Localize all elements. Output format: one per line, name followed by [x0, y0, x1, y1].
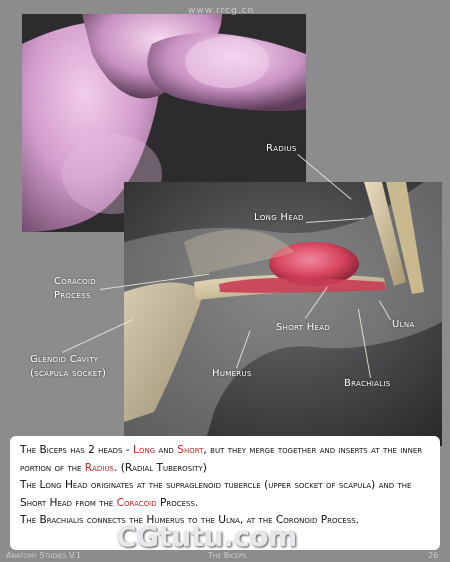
- watermark-top: www.rrcg.cn: [188, 6, 255, 16]
- highlight-coracoid: Coracoid: [116, 496, 157, 509]
- caption-paragraph-3: The Brachialis connects the Humerus to the Ulna, at the Coronoid Process.: [20, 514, 360, 527]
- label-radius: Radius: [266, 143, 297, 154]
- glenoid-leader-line: [62, 319, 133, 353]
- highlight-long: Long: [133, 444, 156, 456]
- caption-text: The Long Head originates at the supraglenoid tubercle (upper socket of scapula) and the Short Head from the: [20, 479, 412, 509]
- footer-book-title: Anatomy Studies V.1: [6, 551, 82, 560]
- label-coracoid-line2: Process: [54, 290, 91, 301]
- label-ulna: Ulna: [392, 319, 415, 330]
- label-long-head: Long Head: [254, 212, 304, 223]
- caption-paragraph-2: [20, 477, 432, 512]
- footer-chapter-title: The Biceps: [208, 551, 247, 560]
- caption-text: The Biceps has 2 heads -: [20, 444, 134, 456]
- caption-text: . (Radial Tuberosity): [113, 461, 207, 474]
- footer-page-number: 26: [428, 551, 439, 560]
- highlight-short: Short: [177, 444, 204, 456]
- highlight-radius: Radius: [84, 461, 114, 474]
- caption-paragraph-1: [20, 442, 432, 477]
- watermark-cgtutu: CGtutu.com: [116, 520, 297, 553]
- caption-text: , but they merge together and inserts at the inner portion of the: [20, 444, 423, 474]
- label-glenoid-line2: (scapula socket): [30, 368, 107, 379]
- caption-text: and: [155, 444, 178, 456]
- label-humerus: Humerus: [212, 368, 252, 379]
- label-short-head: Short Head: [276, 322, 331, 333]
- label-glenoid-line1: Glenoid Cavity: [30, 354, 99, 365]
- caption-text: Process.: [156, 496, 199, 509]
- label-coracoid-line1: Coracoid: [54, 276, 96, 287]
- label-brachialis: Brachialis: [344, 378, 391, 389]
